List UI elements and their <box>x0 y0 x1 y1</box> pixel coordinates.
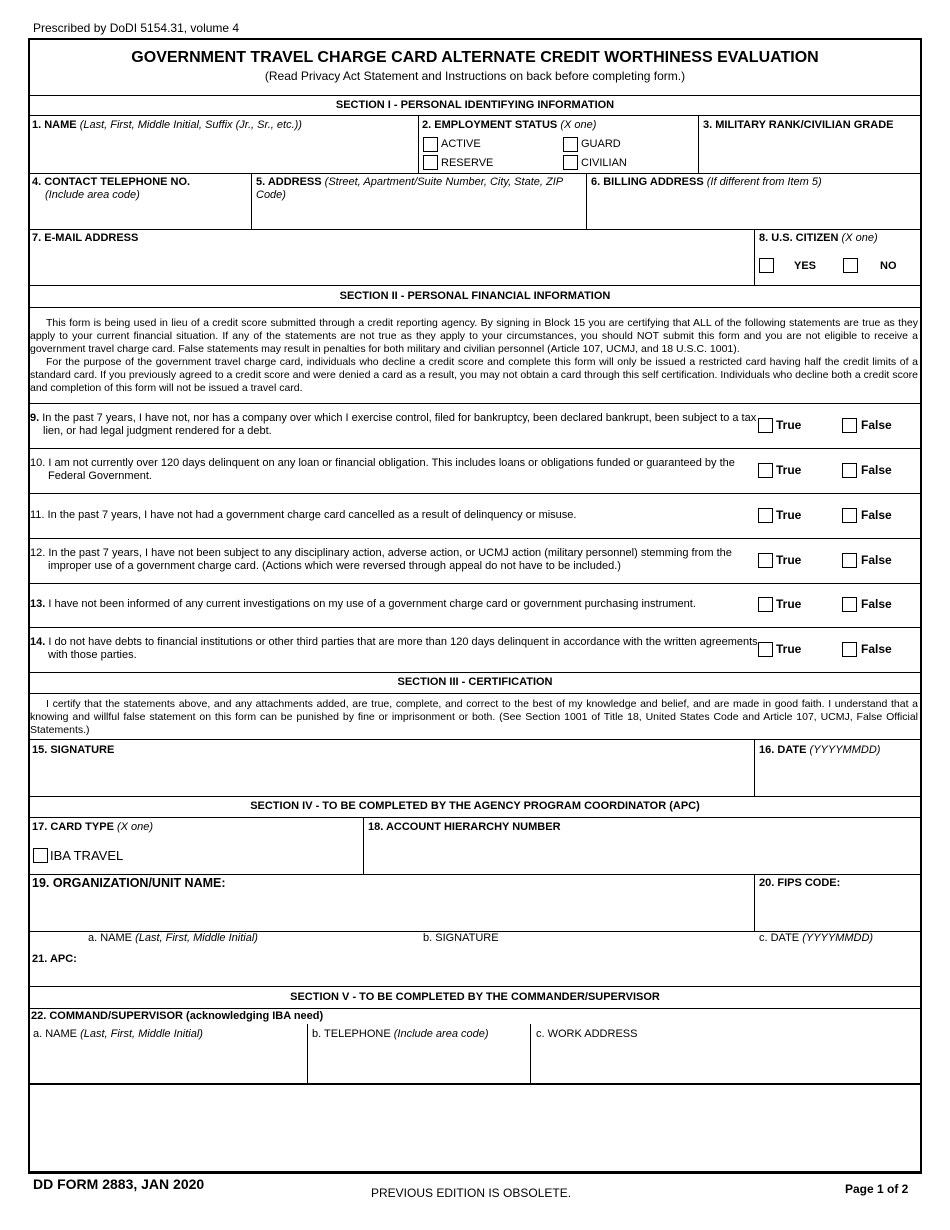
item-14-false-checkbox[interactable] <box>842 642 857 657</box>
citizen-no-checkbox[interactable] <box>843 258 858 273</box>
item-12-true-checkbox[interactable] <box>758 553 773 568</box>
certification-paragraph: I certify that the statements above, and any attachments added, are true, complete, and correct to the best of my knowledge and belief, and are made in good faith. I understand that a knowing and willful false statement on this form can be punished by fine or imprisonment or both. (See Section 1001 of Title 18, United States Code and Article 107, UCMJ, False Official Statements.) <box>30 698 918 736</box>
name-label: 1. NAME <box>32 119 77 131</box>
address-field[interactable]: 5. ADDRESS (Street, Apartment/Suite Number, City, State, ZIP Code) <box>256 176 563 201</box>
fips-code-field[interactable]: 20. FIPS CODE: <box>759 877 841 889</box>
guard-label: GUARD <box>581 138 621 150</box>
item-10-statement: 10. I am not currently over 120 days delinquent on any loan or financial obligation. This includes loans or obligations funded or guaranteed by the Federal Government. <box>30 457 735 482</box>
prescribed-by: Prescribed by DoDI 5154.31, volume 4 <box>33 21 240 35</box>
rank-field[interactable]: 3. MILITARY RANK/CIVILIAN GRADE <box>703 119 894 131</box>
active-checkbox[interactable] <box>423 137 438 152</box>
rule <box>698 115 699 173</box>
rule <box>586 173 587 229</box>
phone-field[interactable]: 4. CONTACT TELEPHONE NO. (Include area code) <box>32 176 191 201</box>
rule <box>28 95 922 96</box>
email-field[interactable]: 7. E-MAIL ADDRESS <box>32 232 139 244</box>
apc-label: 21. APC: <box>32 953 77 965</box>
rule <box>28 1008 922 1009</box>
card-type-label: 17. CARD TYPE (X one) <box>32 821 154 833</box>
rule <box>28 403 922 404</box>
name-field[interactable] <box>32 119 302 132</box>
civilian-label: CIVILIAN <box>581 157 627 169</box>
rule <box>28 538 922 539</box>
form-title: GOVERNMENT TRAVEL CHARGE CARD ALTERNATE CREDIT WORTHINESS EVALUATION <box>131 49 819 66</box>
item-11-false-label: False <box>861 508 892 522</box>
supervisor-name-field[interactable]: a. NAME (Last, First, Middle Initial) <box>33 1028 203 1040</box>
name-hint: (Last, First, Middle Initial, Suffix (Jr., Sr., etc.)) <box>79 119 302 131</box>
rule <box>754 874 755 931</box>
instructions-paragraph-1: This form is being used in lieu of a credit score submitted through a credit reporting agency. By signing in Block 15 you are certifying that ALL of the following statements are true as they apply to your current financial situation. If any of the statements are not true as they apply to your circumstances, you should NOT submit this form and you are not eligible to receive a government travel charge card. False statements may result in penalties for both military and civilian personnel (Article 107, UCMJ, and 18 U.S.C. 1001). <box>30 317 918 355</box>
item-13-false-checkbox[interactable] <box>842 597 857 612</box>
apc-signature-field[interactable]: b. SIGNATURE <box>423 932 499 944</box>
item-9-statement: 9. In the past 7 years, I have not, nor has a company over which I exercise control, filed for bankruptcy, been declared bankrupt, been subject to a tax lien, or had legal judgment rendered for a debt. <box>30 412 757 437</box>
rule <box>28 229 922 230</box>
form-number: DD FORM 2883, JAN 2020 <box>33 1176 205 1192</box>
section-3-heading: SECTION III - CERTIFICATION <box>397 676 553 688</box>
item-13-false-label: False <box>861 597 892 611</box>
item-13-statement: 13. I have not been informed of any current investigations on my use of a government charge card or government purchasing instrument. <box>30 598 696 610</box>
active-label: ACTIVE <box>441 138 481 150</box>
item-10-true-label: True <box>776 463 802 477</box>
date-field[interactable]: 16. DATE (YYYYMMDD) <box>759 744 881 756</box>
rule <box>28 173 922 174</box>
rule <box>28 986 922 987</box>
civilian-checkbox[interactable] <box>563 155 578 170</box>
page-number: Page 1 of 2 <box>845 1182 909 1196</box>
obsolete-notice: PREVIOUS EDITION IS OBSOLETE. <box>371 1186 572 1200</box>
supervisor-telephone-field[interactable]: b. TELEPHONE (Include area code) <box>312 1028 489 1040</box>
citizen-yes-checkbox[interactable] <box>759 258 774 273</box>
rule <box>754 229 755 285</box>
item-13-true-label: True <box>776 597 802 611</box>
rule <box>28 448 922 449</box>
rule <box>251 173 252 229</box>
citizen-no-label: NO <box>880 260 897 272</box>
rule <box>28 874 922 875</box>
iba-travel-checkbox[interactable] <box>33 848 48 863</box>
item-14-statement: 14. I do not have debts to financial institutions or other third parties that are more than 120 days delinquent in accordance with the written agreements with those parties. <box>30 636 758 661</box>
section-4-heading: SECTION IV - TO BE COMPLETED BY THE AGENCY PROGRAM COORDINATOR (APC) <box>250 800 700 812</box>
item-10-true-checkbox[interactable] <box>758 463 773 478</box>
command-supervisor-label: 22. COMMAND/SUPERVISOR (acknowledging IBA need) <box>31 1010 324 1022</box>
rule <box>754 739 755 796</box>
item-12-true-label: True <box>776 553 802 567</box>
reserve-checkbox[interactable] <box>423 155 438 170</box>
apc-date-field[interactable]: c. DATE (YYYYMMDD) <box>759 932 874 944</box>
rule <box>28 285 922 286</box>
rule <box>418 115 419 173</box>
item-11-true-label: True <box>776 508 802 522</box>
signature-field[interactable]: 15. SIGNATURE <box>32 744 115 756</box>
reserve-label: RESERVE <box>441 157 494 169</box>
item-10-false-label: False <box>861 463 892 477</box>
rule <box>530 1024 531 1083</box>
item-14-true-label: True <box>776 642 802 656</box>
rule <box>28 817 922 818</box>
rule <box>28 739 922 740</box>
instructions-paragraph-2: For the purpose of the government travel charge card, individuals who decline a credit score and complete this form will only be issued a restricted card having half the credit limits of a standard card. If you previously agreed to a credit score and were denied a card as a result, you may not obtain a card through this self certification. Individuals who decline both a credit score and completion of this form will not be issued a travel card. <box>30 356 918 394</box>
rule <box>363 817 364 874</box>
item-9-true-checkbox[interactable] <box>758 418 773 433</box>
iba-travel-label: IBA TRAVEL <box>50 848 124 863</box>
organization-field[interactable]: 19. ORGANIZATION/UNIT NAME: <box>32 876 226 890</box>
billing-address-field[interactable]: 6. BILLING ADDRESS (If different from Item 5) <box>591 176 822 188</box>
section-1-heading: SECTION I - PERSONAL IDENTIFYING INFORMATION <box>335 99 615 111</box>
form-subtitle: (Read Privacy Act Statement and Instructions on back before completing form.) <box>264 69 686 83</box>
item-9-false-label: False <box>861 418 892 432</box>
employment-status-label: 2. EMPLOYMENT STATUS (X one) <box>422 119 597 131</box>
item-14-true-checkbox[interactable] <box>758 642 773 657</box>
rule <box>28 583 922 584</box>
item-12-statement: 12. In the past 7 years, I have not been subject to any disciplinary action, adverse action, or UCMJ action (military personnel) stemming from the improper use of a government charge card. (Actions which were reversed through appeal do not have to be included.) <box>30 547 732 572</box>
supervisor-work-address-field[interactable]: c. WORK ADDRESS <box>536 1028 638 1040</box>
item-10-false-checkbox[interactable] <box>842 463 857 478</box>
item-11-true-checkbox[interactable] <box>758 508 773 523</box>
item-14-false-label: False <box>861 642 892 656</box>
item-11-false-checkbox[interactable] <box>842 508 857 523</box>
rule <box>28 672 922 673</box>
item-9-false-checkbox[interactable] <box>842 418 857 433</box>
citizen-yes-label: YES <box>794 260 817 272</box>
account-hierarchy-field[interactable]: 18. ACCOUNT HIERARCHY NUMBER <box>368 821 561 833</box>
item-13-true-checkbox[interactable] <box>758 597 773 612</box>
rule <box>28 796 922 797</box>
item-9-true-label: True <box>776 418 802 432</box>
rule <box>28 115 922 116</box>
rule <box>28 493 922 494</box>
item-11-statement: 11. In the past 7 years, I have not had a government charge card cancelled as a result of delinquency or misuse. <box>30 509 577 521</box>
rule <box>28 1083 922 1085</box>
item-12-false-label: False <box>861 553 892 567</box>
rule <box>28 627 922 628</box>
apc-name-field[interactable]: a. NAME (Last, First, Middle Initial) <box>88 932 258 944</box>
rule <box>28 307 922 308</box>
section-5-heading: SECTION V - TO BE COMPLETED BY THE COMMANDER/SUPERVISOR <box>290 991 660 1003</box>
item-12-false-checkbox[interactable] <box>842 553 857 568</box>
section-2-heading: SECTION II - PERSONAL FINANCIAL INFORMATION <box>339 290 611 302</box>
rule <box>28 693 922 694</box>
rule <box>307 1024 308 1083</box>
guard-checkbox[interactable] <box>563 137 578 152</box>
us-citizen-label: 8. U.S. CITIZEN (X one) <box>759 232 878 244</box>
